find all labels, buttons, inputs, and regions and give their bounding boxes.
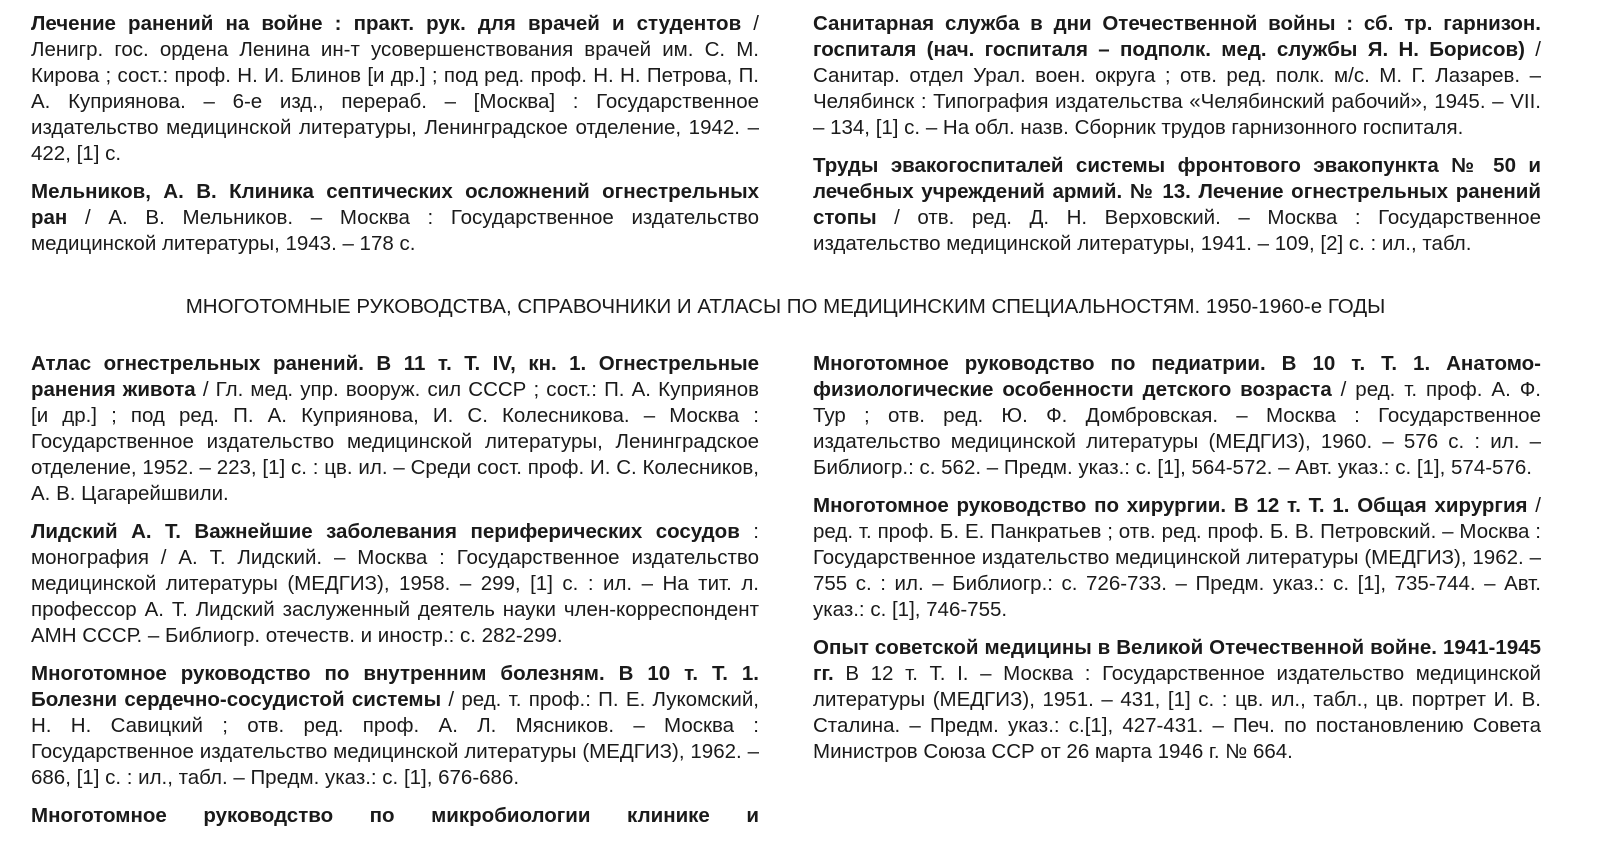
bottom-right-column	[813, 351, 1541, 777]
section-heading: МНОГОТОМНЫЕ РУКОВОДСТВА, СПРАВОЧНИКИ И АТЛАСЫ ПО МЕДИЦИНСКИМ СПЕЦИАЛЬНОСТЯМ. 1950-1960-е ГОДЫ	[185, 295, 1386, 318]
entry-title: Лидский А. Т. Важнейшие заболевания периферических сосудов	[31, 520, 740, 543]
entry-title: Лечение ранений на войне : практ. рук. для врачей и студентов	[31, 12, 742, 35]
entry-details: / отв. ред. Д. Н. Верховский. – Москва : Государственное издательство медицинской литературы, 1941. – 109, [2] с. : ил., табл.	[813, 206, 1541, 255]
entry-title: Мельников, А. В. Клиника септических осложнений огнестрельных ран	[31, 180, 759, 229]
bib-entry	[813, 635, 1541, 765]
bib-entry	[31, 11, 759, 167]
bib-entry	[31, 661, 759, 791]
entry-title: Опыт советской медицины в Великой Отечественной войне. 1941-1945 гг.	[813, 636, 1541, 685]
bib-entry	[813, 153, 1541, 257]
entry-details: В 12 т. Т. I. – Москва : Государственное издательство медицинской литературы (МЕДГИЗ), 1951. – 431, [1] с. : цв. ил., табл., цв. портрет И. В. Сталина. – Предм. указ.: с.[1], 427-431. – Печ. по постановлению Совета Министров Союза ССР от 26 марта 1946 г. № 664.	[813, 662, 1541, 763]
bib-entry	[31, 519, 759, 649]
entry-details: / А. В. Мельников. – Москва : Государственное издательство медицинской литературы, 1943. – 178 с.	[31, 206, 759, 255]
bib-entry	[31, 351, 759, 507]
bib-entry	[813, 493, 1541, 623]
entry-details: : монография / А. Т. Лидский. – Москва : Государственное издательство медицинской литературы (МЕДГИЗ), 1958. – 299, [1] с. : ил. – На тит. л. профессор А. Т. Лидский заслуженный деятель науки член-корреспондент АМН СССР. – Библиогр. отечеств. и иностр.: с. 282-299.	[31, 520, 759, 647]
bottom-left-column	[31, 351, 759, 841]
entry-title: Многотомное руководство по внутренним болезням. В 10 т. Т. 1. Болезни сердечно-сосудистой системы	[31, 662, 759, 711]
entry-details: / Гл. мед. упр. вооруж. сил СССР ; сост.: П. А. Куприянов [и др.] ; под ред. П. А. Куприянова, И. С. Колесникова. – Москва : Государственное издательство медицинской литературы, Ленинградское отделение, 1952. – 223, [1] с. : цв. ил. – Среди сост. проф. И. С. Колесников, А. В. Цагарейшвили.	[31, 378, 759, 505]
entry-title: Санитарная служба в дни Отечественной войны : сб. тр. гарнизон. госпиталя (нач. госпиталя – подполк. мед. службы Я. Н. Борисов)	[813, 12, 1541, 61]
bib-entry	[813, 351, 1541, 481]
entry-details: / ред. т. проф. А. Ф. Тур ; отв. ред. Ю. Ф. Домбровская. – Москва : Государственное издательство медицинской литературы (МЕДГИЗ), 1960. – 576 с. : ил. – Библиогр.: с. 562. – Предм. указ.: с. [1], 564-572. – Авт. указ.: с. [1], 574-576.	[813, 378, 1541, 479]
entry-title: Многотомное руководство по педиатрии. В 10 т. Т. 1. Анатомо-физиологические особенности детского возраста	[813, 352, 1541, 401]
bib-entry	[31, 179, 759, 257]
entry-title: Многотомное руководство по хирургии. В 12 т. Т. 1. Общая хирургия	[813, 494, 1528, 517]
entry-details: / ред. т. проф.: П. Е. Лукомский, Н. Н. Савицкий ; отв. ред. проф. А. Л. Мясников. – Москва : Государственное издательство медицинской литературы (МЕДГИЗ), 1962. – 686, [1] с. : ил., табл. – Предм. указ.: с. [1], 676-686.	[31, 688, 759, 789]
entry-details: / Санитар. отдел Урал. воен. округа ; отв. ред. полк. м/с. М. Г. Лазарев. – Челябинск : Типография издательства «Челябинский рабочий», 1945. – VII. – 134, [1] с. – На обл. назв. Сборник трудов гарнизонного госпиталя.	[813, 38, 1541, 139]
bib-entry	[31, 803, 759, 829]
entry-title: Многотомное руководство по микробиологии клинике и	[31, 804, 759, 827]
entry-title: Атлас огнестрельных ранений. В 11 т. Т. IV, кн. 1. Огнестрельные ранения живота	[31, 352, 759, 401]
bib-entry	[813, 11, 1541, 141]
entry-details: / Ленигр. гос. ордена Ленина ин-т усовершенствования врачей им. С. М. Кирова ; сост.: проф. Н. И. Блинов [и др.] ; под ред. проф. Н. Н. Петрова, П. А. Куприянова. – 6-е изд., перераб. – [Москва] : Государственное издательство медицинской литературы, Ленинградское отделение, 1942. – 422, [1] с.	[31, 12, 759, 165]
entry-details: / ред. т. проф. Б. Е. Панкратьев ; отв. ред. проф. Б. В. Петровский. – Москва : Государственное издательство медицинской литературы (МЕДГИЗ), 1962. – 755 с. : ил. – Библиогр.: с. 726-733. – Предм. указ.: с. [1], 735-744. – Авт. указ.: с. [1], 746-755.	[813, 494, 1541, 621]
entry-title: Труды эвакогоспиталей системы фронтового эвакопункта № 50 и лечебных учреждений армий. № 13. Лечение огнестрельных ранений стопы	[813, 154, 1541, 229]
top-right-column	[813, 11, 1541, 269]
top-left-column	[31, 11, 759, 269]
